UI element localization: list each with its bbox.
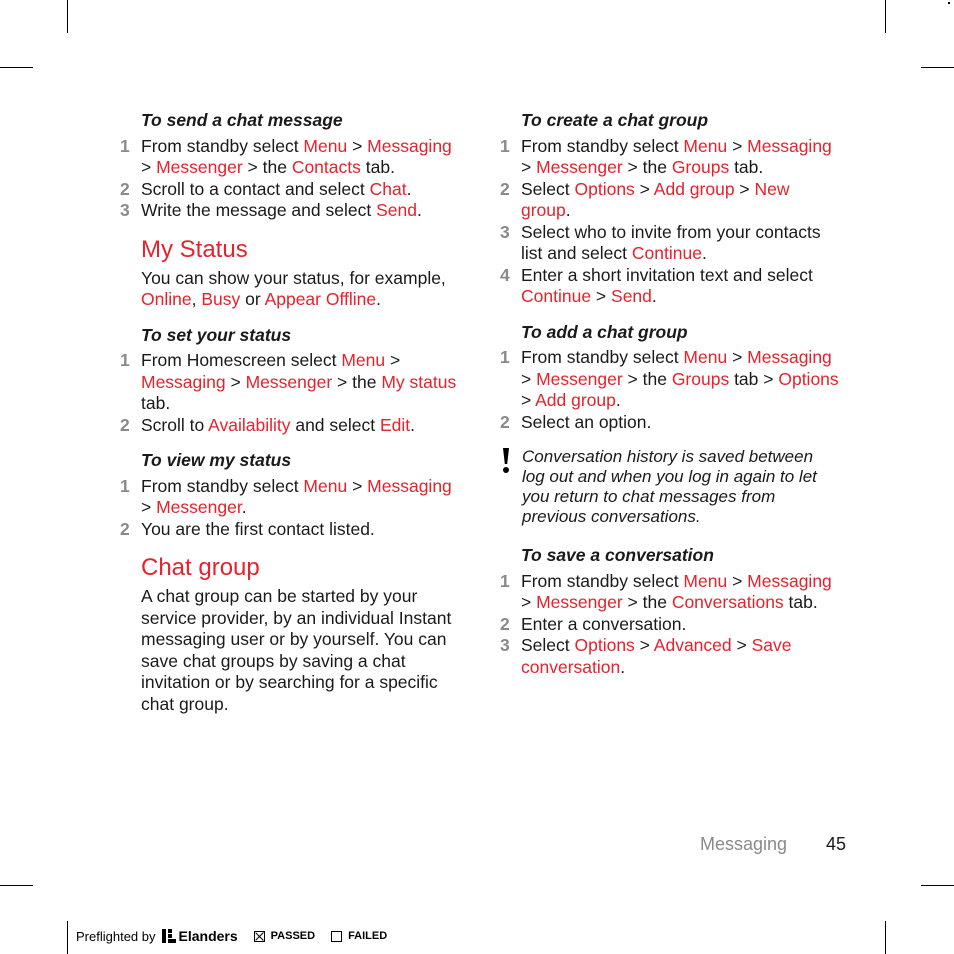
text-span: > [347, 135, 368, 156]
step-item [120, 350, 460, 415]
menu-path-link: Groups [671, 368, 730, 389]
text-span: . [376, 289, 381, 309]
menu-path-link: Groups [671, 157, 730, 177]
step-item [120, 179, 460, 201]
passed-checkbox [254, 931, 265, 942]
elanders-logo-icon [162, 929, 176, 943]
menu-path-link: Messenger [156, 497, 242, 517]
step-text [521, 635, 840, 678]
menu-path-link: Messenger [536, 157, 623, 177]
menu-path-link: Advanced [653, 635, 732, 655]
step-item [500, 136, 840, 179]
set-status-steps [120, 350, 460, 436]
step-item [120, 519, 460, 541]
menu-path-link: Send [376, 200, 417, 220]
menu-path-link: Messaging [367, 135, 452, 156]
menu-path-link: Appear Offline [264, 289, 377, 309]
text-span: Scroll to [141, 414, 209, 435]
menu-path-link: Messaging [747, 135, 832, 156]
note-text: Conversation history is saved between log out and when you log in again to let you return to chat messages from previous conversations. [522, 447, 817, 526]
step-number: 2 [500, 613, 510, 634]
menu-path-link: Chat [369, 178, 407, 199]
step-text [141, 179, 460, 201]
my-status-paragraph [141, 268, 460, 311]
exclamation-icon [500, 447, 522, 527]
text-span: tab. [360, 157, 395, 177]
step-item [500, 222, 840, 265]
my-status-heading: My Status [141, 235, 248, 263]
step-number: 3 [500, 635, 510, 655]
text-span: Select who to invite from your contacts list and select [521, 221, 821, 263]
step-number: 3 [120, 200, 130, 220]
menu-path-link: Menu [683, 135, 728, 156]
text-span: Scroll to a contact and select [141, 178, 370, 199]
text-span: . [615, 390, 621, 410]
step-item [120, 415, 460, 437]
text-span: tab. [729, 157, 764, 177]
step-item [500, 635, 840, 678]
text-span: Enter a conversation. [521, 613, 687, 634]
step-number: 1 [120, 350, 130, 370]
failed-label: FAILED [348, 930, 388, 942]
menu-path-link: Save conversation [521, 635, 792, 677]
elanders-brand: Elanders [178, 928, 238, 944]
text-span: Enter a short invitation text and select [521, 264, 813, 285]
step-item [120, 476, 460, 519]
chat-group-heading: Chat group [141, 554, 260, 581]
step-text [141, 136, 460, 179]
menu-path-link: Online [141, 289, 192, 309]
text-span: > the [332, 371, 382, 392]
text-span: > [634, 635, 654, 655]
menu-path-link: Options [574, 178, 635, 199]
step-number: 1 [500, 135, 510, 156]
step-text [521, 614, 840, 636]
menu-path-link: Menu [683, 570, 728, 591]
step-text [521, 222, 840, 265]
text-span: Select an option. [521, 411, 652, 432]
step-number: 1 [500, 347, 510, 367]
text-span: . [241, 497, 247, 517]
menu-path-link: Options [778, 368, 839, 389]
text-span: > [727, 135, 748, 156]
add-group-steps [500, 347, 840, 433]
menu-path-link: Add group [653, 178, 735, 199]
text-span: and select [290, 414, 380, 435]
menu-path-link: Messenger [156, 157, 243, 177]
text-span: From standby select [141, 475, 304, 496]
menu-path-link: Availability [208, 414, 291, 435]
save-conversation-steps [500, 571, 840, 679]
note-box [500, 447, 840, 527]
registration-dot [948, 2, 950, 4]
step-text [521, 347, 840, 412]
crop-mark [0, 67, 33, 68]
text-span: > [347, 475, 368, 496]
text-span: Select [521, 635, 575, 655]
menu-path-link: Menu [683, 347, 728, 367]
step-text [521, 136, 840, 179]
step-text [521, 571, 840, 614]
step-number: 2 [120, 414, 130, 435]
menu-path-link: Menu [303, 475, 348, 496]
text-span: From standby select [521, 570, 684, 591]
text-span: > [521, 390, 536, 410]
text-span: > [141, 497, 157, 517]
step-number: 1 [120, 475, 130, 496]
text-span: > [521, 157, 537, 177]
text-span: . [416, 200, 422, 220]
menu-path-link: My status [381, 371, 457, 392]
step-number: 4 [500, 264, 510, 285]
step-item [500, 412, 840, 434]
crop-mark [0, 885, 33, 886]
text-span: > [521, 368, 537, 389]
text-span: . [406, 178, 412, 199]
text-span: . [701, 243, 707, 263]
menu-path-link: Messaging [747, 347, 832, 367]
text-span: > the [622, 157, 672, 177]
failed-checkbox [331, 931, 342, 942]
text-span: . [410, 414, 416, 435]
crop-mark [67, 921, 68, 954]
step-text [141, 476, 460, 519]
text-span: . [651, 286, 657, 306]
menu-path-link: Add group [535, 390, 616, 410]
page-number: 45 [826, 834, 847, 854]
text-span: From Homescreen select [141, 350, 342, 370]
menu-path-link: Menu [341, 350, 386, 370]
step-item [500, 179, 840, 222]
step-number: 2 [500, 411, 510, 432]
view-status-steps [120, 476, 460, 541]
set-status-title: To set your status [141, 324, 292, 345]
menu-path-link: Continue [521, 286, 592, 306]
step-item [500, 571, 840, 614]
menu-path-link: Busy [201, 289, 241, 309]
view-status-title: To view my status [141, 450, 292, 470]
add-group-title: To add a chat group [521, 321, 688, 342]
chat-group-paragraph: A chat group can be started by your service provider, by an individual Instant messaging user or by yourself. You can save chat groups by saving a chat invitation or by searching for a specific chat group. [141, 586, 452, 714]
step-item [120, 200, 460, 222]
step-text [141, 350, 460, 415]
crop-mark [67, 0, 68, 33]
text-span: . [620, 656, 626, 677]
step-number: 1 [500, 570, 510, 591]
text-span: tab. [783, 592, 818, 612]
menu-path-link: Messenger [536, 368, 623, 389]
step-number: 2 [500, 178, 510, 199]
menu-path-link: Messaging [747, 570, 832, 591]
step-number: 1 [120, 135, 130, 156]
step-item [500, 614, 840, 636]
elanders-logo [162, 928, 238, 944]
text-span: > [734, 178, 755, 199]
menu-path-link: Contacts [291, 157, 361, 177]
step-text [141, 200, 460, 222]
menu-path-link: Conversations [671, 592, 784, 612]
text-span: > the [622, 592, 672, 612]
step-text [521, 265, 840, 308]
text-span: . [565, 200, 571, 220]
menu-path-link: Continue [631, 243, 702, 263]
text-span: From standby select [141, 135, 304, 156]
text-span: > [591, 286, 612, 306]
menu-path-link: Messaging [141, 371, 226, 392]
crop-mark [885, 921, 886, 954]
menu-path-link: Options [574, 635, 635, 655]
text-span: > [731, 635, 752, 655]
step-text [141, 519, 460, 541]
step-item [500, 265, 840, 308]
text-span: From standby select [521, 135, 684, 156]
step-item [120, 136, 460, 179]
text-span: You can show your status, for example, [141, 267, 446, 288]
text-span: tab. [141, 393, 171, 413]
menu-path-link: Messenger [245, 371, 333, 392]
send-message-title: To send a chat message [141, 110, 343, 130]
text-span: > the [622, 368, 672, 389]
text-span: > [141, 157, 157, 177]
create-group-steps [500, 136, 840, 308]
preflight-stamp [76, 928, 387, 944]
text-span: > [521, 592, 537, 612]
step-item [500, 347, 840, 412]
passed-label: PASSED [270, 930, 316, 942]
menu-path-link: Edit [379, 414, 411, 435]
menu-path-link: Menu [303, 135, 348, 156]
send-message-steps [120, 136, 460, 222]
menu-path-link: Messenger [536, 592, 623, 612]
step-number: 2 [120, 518, 130, 539]
crop-mark [921, 67, 954, 68]
left-column [120, 110, 460, 729]
step-text [521, 412, 840, 434]
text-span: or [240, 289, 265, 309]
crop-mark [885, 0, 886, 33]
text-span: You are the first contact listed. [141, 518, 375, 539]
footer-section: Messaging [700, 834, 788, 854]
save-conversation-title: To save a conversation [521, 545, 714, 565]
text-span: > [225, 371, 246, 392]
text-span: , [191, 289, 202, 309]
text-span: > [727, 347, 748, 367]
step-text [521, 179, 840, 222]
step-number: 3 [500, 221, 510, 242]
create-group-title: To create a chat group [521, 110, 709, 130]
menu-path-link: Messaging [367, 475, 452, 496]
text-span: Write the message and select [141, 200, 377, 220]
text-span: tab > [729, 368, 779, 389]
right-column [500, 110, 840, 692]
text-span: Select [521, 178, 575, 199]
text-span: > [385, 350, 401, 370]
preflight-label: Preflighted by [76, 928, 156, 944]
crop-mark [921, 885, 954, 886]
menu-path-link: Send [611, 286, 652, 306]
text-span: > the [242, 157, 292, 177]
menu-path-link: New group [521, 178, 790, 220]
text-span: > [634, 178, 654, 199]
text-span: > [727, 570, 748, 591]
step-number: 2 [120, 178, 130, 199]
text-span: From standby select [521, 347, 684, 367]
step-text [141, 415, 460, 437]
